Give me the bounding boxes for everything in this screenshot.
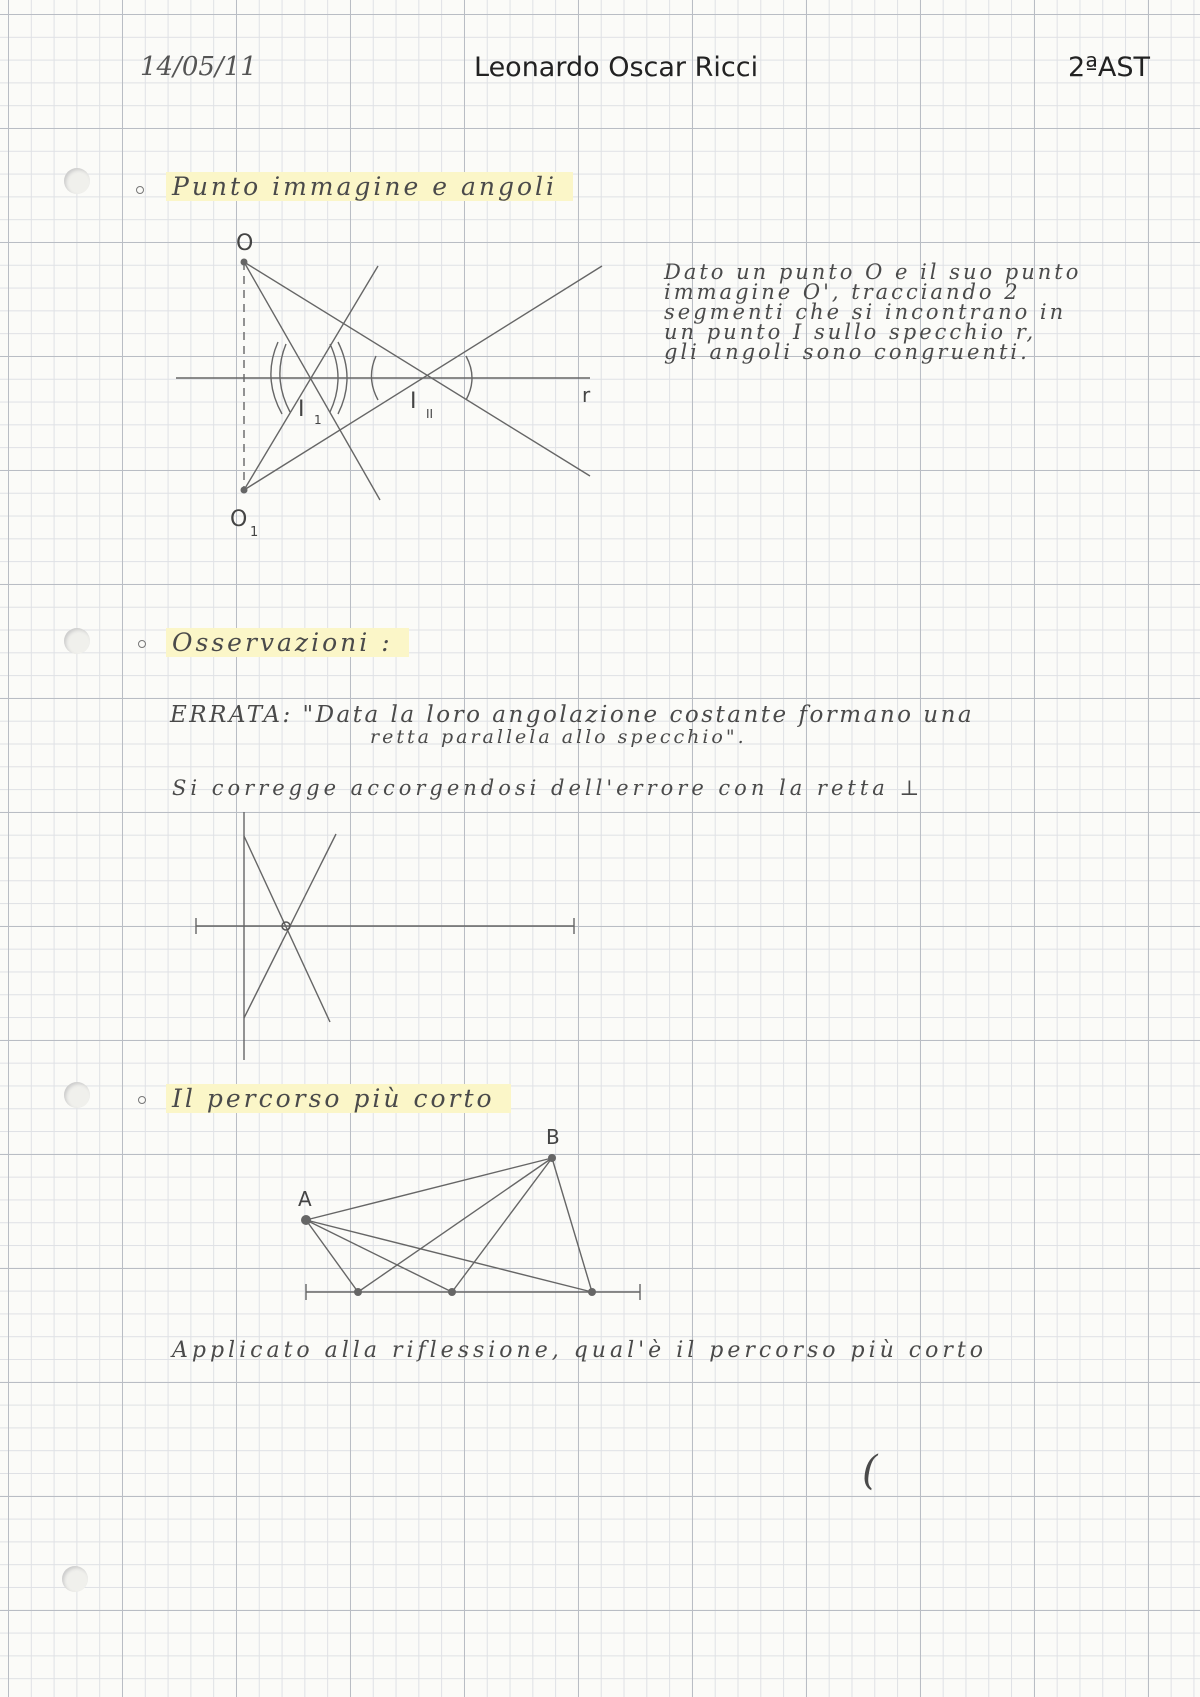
class-label: 2ªAST — [1068, 52, 1151, 83]
text-line: immagine O', tracciando 2 — [664, 280, 1021, 304]
point-a — [301, 1215, 311, 1225]
section3-text: Applicato alla riflessione, qual'è il percorso più corto — [172, 1338, 987, 1363]
bullet-icon — [138, 640, 146, 648]
label-o1: O — [230, 507, 248, 532]
bullet-icon — [138, 1096, 146, 1104]
point-o — [241, 259, 248, 266]
ray — [244, 836, 330, 1022]
path-p3-b — [552, 1158, 592, 1292]
student-name: Leonardo Oscar Ricci — [474, 52, 759, 83]
label-a: A — [298, 1187, 312, 1211]
section1-title: Punto immagine e angoli — [166, 172, 573, 201]
stray-mark: ( — [862, 1448, 881, 1494]
label-o: O — [236, 231, 254, 256]
errata-line-2: retta parallela allo specchio". — [370, 726, 747, 748]
point-p3 — [588, 1288, 596, 1296]
text-line: segmenti che si incontrano in — [664, 300, 1067, 324]
path-a-p2 — [306, 1220, 452, 1292]
label-o1-sub: 1 — [250, 525, 259, 540]
path-p2-b — [452, 1158, 552, 1292]
point-p1 — [354, 1288, 362, 1296]
text-line: Dato un punto O e il suo punto — [664, 260, 1082, 284]
point-b — [548, 1154, 556, 1162]
label-i1-sub: 1 — [314, 413, 322, 427]
label-r: r — [582, 383, 591, 407]
label-i2: I — [410, 389, 417, 414]
point-p2 — [448, 1288, 456, 1296]
ray-o-i2 — [244, 262, 590, 476]
correction-text: Si corregge accorgendosi dell'errore con la retta ⊥ — [172, 776, 924, 800]
section3-title: Il percorso più corto — [166, 1084, 511, 1113]
point-o1 — [241, 487, 248, 494]
path-a-b — [306, 1158, 552, 1220]
errata-line-1: ERRATA: "Data la loro angolazione costante formano una — [170, 702, 975, 728]
label-i1: I — [298, 397, 305, 422]
path-a-p3 — [306, 1220, 592, 1292]
section1-text — [664, 262, 1184, 362]
label-i2-sub: II — [426, 407, 434, 421]
text-line: gli angoli sono congruenti. — [664, 340, 1030, 364]
date: 14/05/11 — [140, 52, 257, 82]
path-p1-b — [358, 1158, 552, 1292]
text-line: un punto I sullo specchio r, — [664, 320, 1037, 344]
label-b: B — [546, 1125, 560, 1149]
section2-title: Osservazioni : — [166, 628, 409, 657]
